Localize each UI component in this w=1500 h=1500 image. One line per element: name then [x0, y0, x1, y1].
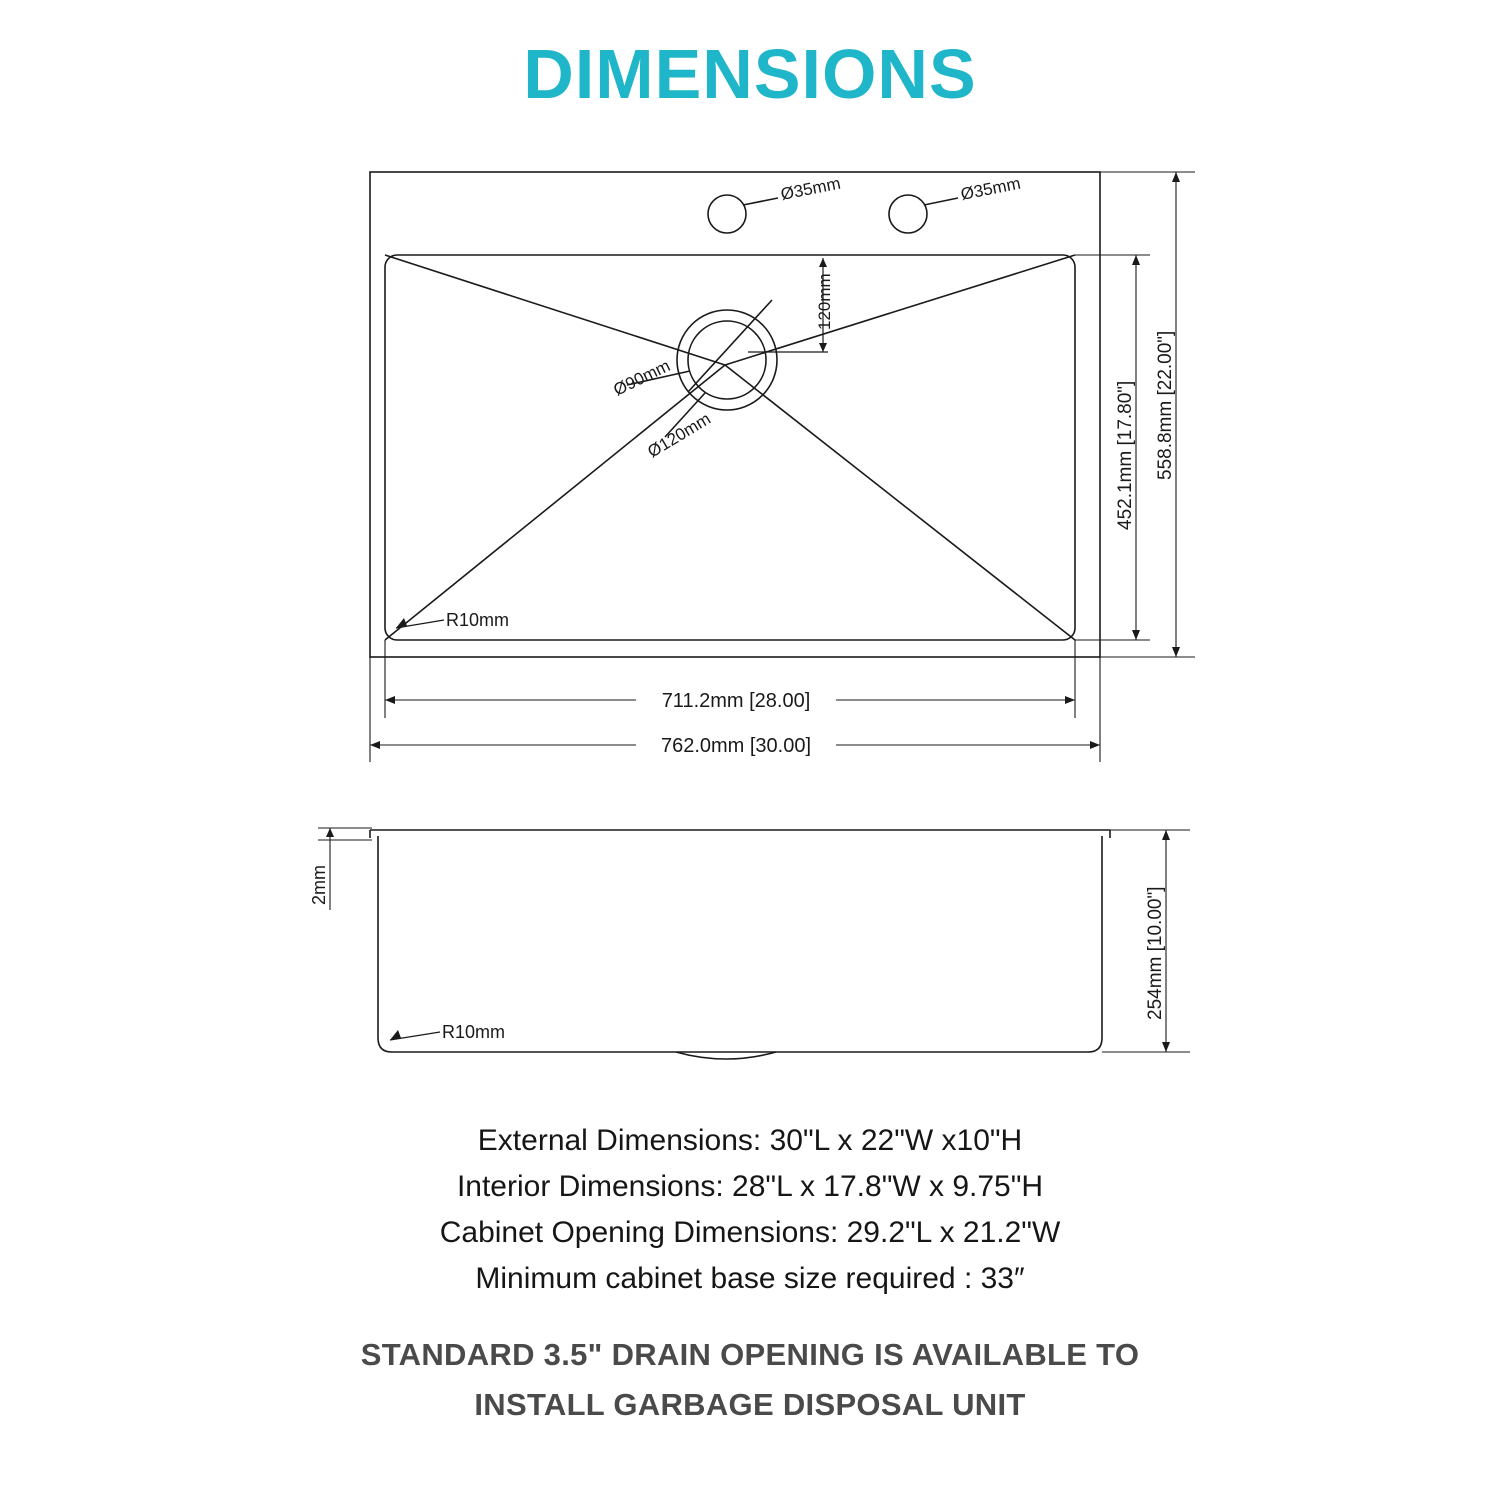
- sink-deck-outline: [370, 172, 1100, 657]
- faucet-hole-2-leader: [924, 198, 958, 205]
- exterior-length-label: 762.0mm [30.00]: [660, 735, 812, 757]
- interior-length-label: 711.2mm [28.00]: [661, 690, 811, 712]
- drain-offset-label: 120mm: [815, 273, 834, 330]
- drain-inner-circle: [688, 321, 766, 399]
- side-basin-profile: [378, 836, 1102, 1052]
- basin-slope-line: [725, 365, 1075, 640]
- depth-label: 254mm [10.00"]: [1145, 886, 1166, 1020]
- drain-diameter-leader: [688, 300, 772, 392]
- faucet-hole-1-label: Ø35mm: [779, 173, 843, 204]
- exterior-width-label: 558.8mm [22.00"]: [1155, 330, 1176, 480]
- faucet-hole-1: [708, 195, 746, 233]
- drain-inner-label: Ø90mm: [610, 356, 674, 400]
- faucet-hole-2-label: Ø35mm: [959, 173, 1023, 204]
- drain-opening-note: [0, 1330, 1500, 1430]
- drain-outer-label: Ø120mm: [644, 409, 714, 462]
- faucet-hole-1-leader: [743, 198, 778, 205]
- sink-basin-outline: [385, 255, 1075, 640]
- spec-external-dimensions: External Dimensions: 30"L x 22"W x10"H: [477, 1124, 1023, 1157]
- basin-slope-line: [725, 255, 1075, 365]
- faucet-hole-2: [889, 195, 927, 233]
- spec-cabinet-opening-dimensions: Cabinet Opening Dimensions: 29.2"L x 21.2"W: [439, 1216, 1061, 1249]
- spec-minimum-cabinet-base: Minimum cabinet base size required : 33″: [475, 1262, 1025, 1295]
- side-corner-radius-label: R10mm: [442, 1022, 506, 1042]
- page-title: DIMENSIONS: [523, 35, 977, 113]
- drain-outer-circle: [677, 310, 777, 410]
- basin-slope-line: [385, 365, 725, 640]
- specifications-list: [0, 1118, 1500, 1302]
- note-line-2: INSTALL GARBAGE DISPOSAL UNIT: [474, 1387, 1026, 1422]
- top-corner-radius-label: R10mm: [446, 610, 510, 630]
- side-view-drawing: [0, 810, 1500, 1110]
- interior-width-label: 452.1mm [17.80"]: [1115, 380, 1136, 530]
- thickness-label: 2mm: [309, 865, 329, 905]
- spec-interior-dimensions: Interior Dimensions: 28"L x 17.8"W x 9.75"H: [456, 1170, 1044, 1203]
- basin-slope-line: [385, 255, 725, 365]
- side-drain-bump: [676, 1052, 776, 1059]
- note-line-1: STANDARD 3.5" DRAIN OPENING IS AVAILABLE TO: [360, 1337, 1140, 1372]
